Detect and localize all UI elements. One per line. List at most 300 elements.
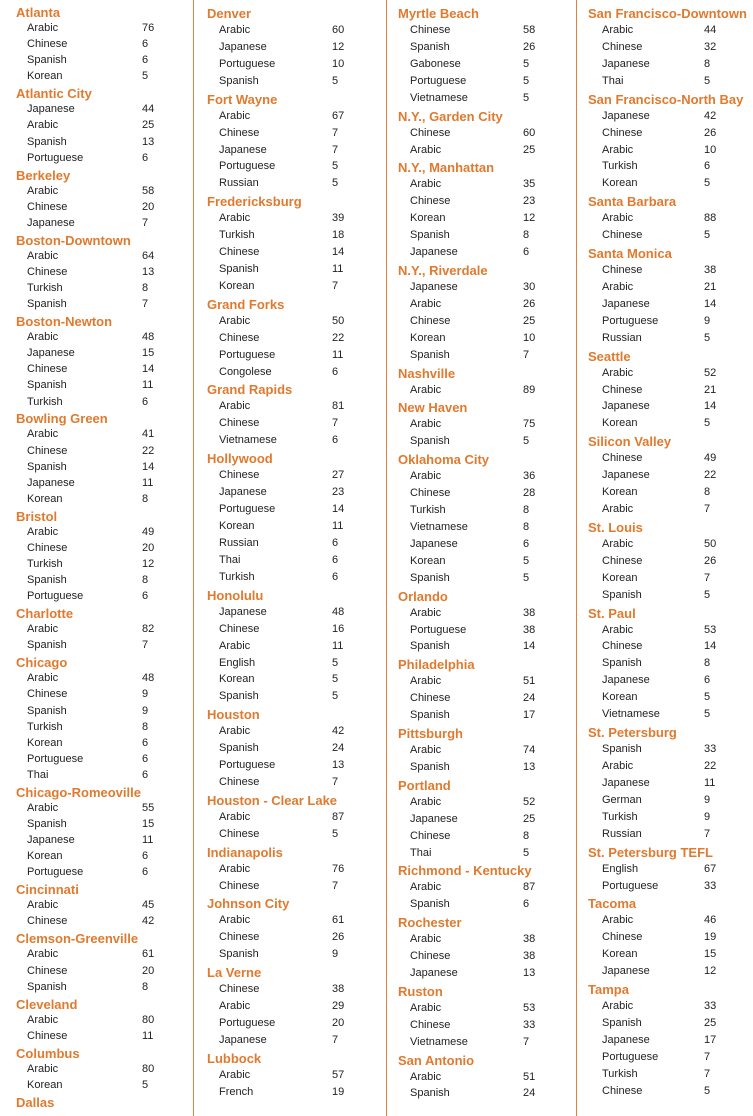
student-count: 45 <box>142 899 155 912</box>
language-row <box>398 39 576 55</box>
student-count: 14 <box>704 297 717 310</box>
language-name: Korean <box>27 850 63 863</box>
language-row <box>588 330 753 346</box>
language-row <box>207 227 386 243</box>
student-count: 7 <box>523 1035 530 1048</box>
city-heading: San Antonio <box>398 1052 475 1068</box>
student-count: 6 <box>523 537 530 550</box>
language-row <box>588 227 753 243</box>
language-row <box>398 690 576 706</box>
language-row <box>398 210 576 226</box>
language-name: Arabic <box>27 331 59 344</box>
language-name: Spanish <box>410 435 450 448</box>
language-name: Portuguese <box>602 879 659 892</box>
language-row <box>398 570 576 586</box>
language-name: Korean <box>27 70 63 83</box>
language-row <box>207 467 386 483</box>
language-name: Spanish <box>27 980 67 993</box>
language-name: Arabic <box>219 1000 251 1013</box>
language-name: Japanese <box>219 143 267 156</box>
language-row <box>207 432 386 448</box>
student-count: 25 <box>704 1016 717 1029</box>
language-name: Arabic <box>410 470 442 483</box>
student-count: 61 <box>142 948 155 961</box>
language-row <box>207 671 386 687</box>
student-count: 8 <box>523 503 530 516</box>
language-row <box>207 142 386 158</box>
language-name: Turkish <box>602 1067 638 1080</box>
language-row <box>207 501 386 517</box>
language-name: Chinese <box>602 40 643 53</box>
language-row <box>16 329 193 345</box>
student-count: 17 <box>704 1033 717 1046</box>
student-count: 80 <box>142 1013 155 1026</box>
student-count: 50 <box>704 537 717 550</box>
language-row <box>16 134 193 150</box>
language-row <box>16 588 193 604</box>
language-row <box>16 183 193 199</box>
language-row <box>398 382 576 398</box>
language-name: Portuguese <box>410 74 467 87</box>
language-row <box>207 1015 386 1031</box>
city-heading: St. Petersburg <box>588 725 677 741</box>
language-row <box>207 774 386 790</box>
language-name: Arabic <box>219 24 251 36</box>
student-count: 52 <box>523 795 536 808</box>
language-name: Arabic <box>602 760 634 773</box>
student-count: 10 <box>332 57 345 70</box>
language-row <box>588 39 753 55</box>
language-name: Japanese <box>219 486 267 499</box>
language-name: Japanese <box>602 469 650 482</box>
student-count: 6 <box>523 898 530 911</box>
student-count: 23 <box>332 486 345 499</box>
language-row <box>207 244 386 260</box>
student-count: 5 <box>523 91 530 104</box>
student-count: 55 <box>142 801 155 814</box>
language-row <box>588 758 753 774</box>
language-row <box>16 637 193 653</box>
language-name: Japanese <box>27 834 75 847</box>
language-row <box>16 751 193 767</box>
language-name: Chinese <box>219 469 260 482</box>
city-heading: Ruston <box>398 983 443 999</box>
student-count: 32 <box>704 40 717 53</box>
language-row <box>207 861 386 877</box>
language-name: Arabic <box>602 212 634 225</box>
student-count: 5 <box>704 588 711 601</box>
student-count: 8 <box>523 829 530 842</box>
city-heading: Portland <box>398 777 451 793</box>
student-count: 20 <box>142 964 155 977</box>
language-name: Arabic <box>410 881 442 894</box>
student-count: 51 <box>523 675 536 688</box>
language-row <box>588 158 753 174</box>
language-name: Spanish <box>27 54 67 67</box>
student-count: 14 <box>332 246 345 259</box>
language-row <box>207 946 386 962</box>
student-count: 6 <box>142 38 149 51</box>
student-count: 7 <box>704 503 711 516</box>
student-count: 13 <box>523 967 536 980</box>
language-name: Arabic <box>27 1062 59 1075</box>
language-row <box>207 981 386 997</box>
language-name: Korean <box>410 554 446 567</box>
student-count: 24 <box>523 1087 536 1100</box>
language-name: German <box>602 793 642 806</box>
language-row <box>588 501 753 517</box>
city-heading: Seattle <box>588 348 631 364</box>
language-name: Chinese <box>602 383 643 396</box>
student-count: 88 <box>704 212 717 225</box>
language-name: Turkish <box>602 160 638 173</box>
language-name: Chinese <box>602 554 643 567</box>
city-heading: Atlantic City <box>16 86 92 102</box>
language-row <box>588 929 753 945</box>
student-count: 20 <box>142 541 155 554</box>
language-row <box>16 946 193 962</box>
student-count: 6 <box>142 590 149 603</box>
language-name: Chinese <box>27 200 68 213</box>
student-count: 7 <box>332 1033 339 1046</box>
language-row <box>207 1032 386 1048</box>
student-count: 8 <box>142 492 149 505</box>
language-name: Portuguese <box>27 866 84 879</box>
city-heading: Grand Forks <box>207 296 285 312</box>
language-row <box>16 101 193 117</box>
language-name: Chinese <box>410 1018 451 1031</box>
student-count: 11 <box>142 834 154 847</box>
language-row <box>398 896 576 912</box>
language-row <box>16 491 193 507</box>
student-count: 5 <box>142 1078 149 1091</box>
city-heading: Bristol <box>16 508 58 524</box>
student-count: 9 <box>332 948 339 961</box>
language-name: Japanese <box>602 776 650 789</box>
language-row <box>588 365 753 381</box>
student-count: 38 <box>523 933 536 946</box>
student-count: 39 <box>332 212 345 225</box>
language-name: Korean <box>219 520 255 533</box>
student-count: 6 <box>332 365 339 378</box>
language-row <box>588 878 753 894</box>
language-name: Korean <box>410 212 446 225</box>
language-row <box>207 347 386 363</box>
language-name: Chinese <box>27 265 68 278</box>
student-count: 7 <box>704 571 711 584</box>
language-row <box>588 861 753 877</box>
student-count: 24 <box>523 692 536 705</box>
student-count: 46 <box>704 914 717 927</box>
student-count: 52 <box>704 366 717 379</box>
language-name: Chinese <box>219 246 260 259</box>
city-heading: Cincinnati <box>16 882 79 898</box>
student-count: 58 <box>142 184 155 197</box>
city-heading: Atlanta <box>16 5 61 20</box>
language-row <box>398 931 576 947</box>
language-row <box>16 703 193 719</box>
city-heading: N.Y., Manhattan <box>398 160 495 176</box>
language-row <box>16 296 193 312</box>
student-count: 6 <box>142 736 149 749</box>
student-count: 5 <box>142 70 149 83</box>
student-count: 15 <box>142 347 155 360</box>
language-name: Chinese <box>602 1084 643 1097</box>
city-heading: Rochester <box>398 915 462 931</box>
language-name: Chinese <box>410 195 451 208</box>
student-count: 9 <box>704 314 711 327</box>
student-count: 23 <box>523 195 536 208</box>
language-row <box>588 672 753 688</box>
language-name: Chinese <box>410 24 451 36</box>
language-row <box>16 345 193 361</box>
student-count: 25 <box>523 812 536 825</box>
student-count: 81 <box>332 400 345 413</box>
language-row <box>16 816 193 832</box>
student-count: 9 <box>704 793 711 806</box>
language-row <box>16 1061 193 1077</box>
language-name: Vietnamese <box>410 91 468 104</box>
language-name: Japanese <box>27 476 75 489</box>
language-name: Spanish <box>602 657 642 670</box>
student-count: 14 <box>332 503 345 516</box>
student-count: 24 <box>332 742 345 755</box>
student-count: 10 <box>523 331 536 344</box>
student-count: 48 <box>142 331 155 344</box>
language-row <box>207 158 386 174</box>
language-name: Japanese <box>219 40 267 53</box>
student-count: 14 <box>704 400 717 413</box>
student-count: 5 <box>523 846 530 859</box>
language-name: Korean <box>602 571 638 584</box>
student-count: 8 <box>142 980 149 993</box>
student-count: 5 <box>332 177 339 190</box>
language-name: Korean <box>602 417 638 430</box>
language-row <box>16 572 193 588</box>
city-heading: Santa Barbara <box>588 194 677 210</box>
language-row <box>398 73 576 89</box>
column-3 <box>398 0 577 1116</box>
language-name: Spanish <box>410 1087 450 1100</box>
student-count: 5 <box>704 74 711 87</box>
language-row <box>398 1034 576 1050</box>
language-name: Chinese <box>410 950 451 963</box>
student-count: 11 <box>332 520 344 533</box>
city-heading: St. Paul <box>588 605 636 621</box>
language-name: Spanish <box>410 40 450 53</box>
student-count: 49 <box>704 452 717 465</box>
city-heading: Bowling Green <box>16 411 108 427</box>
city-heading: Chicago-Romeoville <box>16 784 141 800</box>
language-row <box>16 540 193 556</box>
language-row <box>207 998 386 1014</box>
student-count: 64 <box>142 249 155 262</box>
city-heading: Berkeley <box>16 167 71 183</box>
city-heading: Myrtle Beach <box>398 6 479 21</box>
language-row <box>398 759 576 775</box>
student-count: 44 <box>704 24 717 36</box>
student-count: 26 <box>704 554 717 567</box>
student-count: 20 <box>142 200 155 213</box>
language-row <box>588 313 753 329</box>
language-name: Arabic <box>219 109 251 122</box>
language-name: Portuguese <box>219 503 276 516</box>
language-row <box>588 638 753 654</box>
student-count: 51 <box>523 1070 536 1083</box>
language-name: Spanish <box>219 263 259 276</box>
language-row <box>398 811 576 827</box>
language-row <box>398 794 576 810</box>
language-name: Chinese <box>27 363 68 376</box>
language-name: Thai <box>219 553 241 566</box>
language-row <box>398 193 576 209</box>
language-row <box>207 398 386 414</box>
student-count: 29 <box>332 1000 345 1013</box>
language-name: Japanese <box>602 109 650 122</box>
language-name: Arabic <box>27 22 59 34</box>
language-row <box>16 735 193 751</box>
language-name: Portuguese <box>219 348 276 361</box>
language-name: Korean <box>219 673 255 686</box>
student-count: 5 <box>704 708 711 721</box>
language-row <box>398 90 576 106</box>
language-row <box>207 757 386 773</box>
language-row <box>398 485 576 501</box>
language-name: Spanish <box>602 1016 642 1029</box>
language-name: Japanese <box>602 1033 650 1046</box>
language-row <box>16 20 193 36</box>
language-row <box>16 248 193 264</box>
student-count: 53 <box>704 623 717 636</box>
language-row <box>16 670 193 686</box>
student-count: 6 <box>142 54 149 67</box>
language-row <box>207 39 386 55</box>
student-count: 28 <box>523 487 536 500</box>
language-name: Arabic <box>27 184 59 197</box>
language-name: Spanish <box>219 948 259 961</box>
language-name: Arabic <box>410 143 442 156</box>
language-name: Arabic <box>602 914 634 927</box>
language-row <box>207 552 386 568</box>
student-count: 5 <box>704 691 711 704</box>
student-count: 25 <box>523 314 536 327</box>
city-heading: Silicon Valley <box>588 434 672 450</box>
language-name: Arabic <box>219 1068 251 1081</box>
language-name: Arabic <box>410 795 442 808</box>
student-count: 8 <box>142 281 149 294</box>
city-heading: Honolulu <box>207 587 264 603</box>
language-row <box>207 278 386 294</box>
language-row <box>16 215 193 231</box>
language-row <box>398 468 576 484</box>
student-count: 13 <box>332 759 345 772</box>
student-count: 6 <box>332 536 339 549</box>
language-row <box>207 878 386 894</box>
student-count: 8 <box>704 657 711 670</box>
student-count: 18 <box>332 229 345 242</box>
language-name: Russian <box>219 536 259 549</box>
language-row <box>207 518 386 534</box>
language-name: Spanish <box>27 639 67 652</box>
language-row <box>588 467 753 483</box>
language-row <box>16 1012 193 1028</box>
language-row <box>588 809 753 825</box>
student-count: 12 <box>142 558 155 571</box>
language-row <box>207 484 386 500</box>
language-name: Chinese <box>410 692 451 705</box>
student-count: 26 <box>523 40 536 53</box>
student-count: 38 <box>704 263 717 276</box>
language-name: Japanese <box>602 674 650 687</box>
language-row <box>16 897 193 913</box>
language-row <box>588 655 753 671</box>
student-count: 25 <box>523 143 536 156</box>
language-row <box>398 948 576 964</box>
student-count: 7 <box>704 827 711 840</box>
language-name: Arabic <box>27 428 59 441</box>
city-heading: Charlotte <box>16 606 74 622</box>
language-name: Chinese <box>27 444 68 457</box>
language-row <box>207 826 386 842</box>
student-count: 19 <box>332 1085 345 1098</box>
city-heading: Fort Wayne <box>207 91 278 107</box>
language-name: Chinese <box>219 776 260 789</box>
language-name: French <box>219 1085 254 1098</box>
language-name: Spanish <box>219 690 259 703</box>
language-row <box>398 56 576 72</box>
language-row <box>588 998 753 1014</box>
student-count: 10 <box>704 143 717 156</box>
student-count: 5 <box>523 435 530 448</box>
student-count: 87 <box>523 881 536 894</box>
language-name: Arabic <box>219 914 251 927</box>
student-count: 58 <box>523 24 536 36</box>
student-count: 20 <box>332 1016 345 1029</box>
language-row <box>588 398 753 414</box>
student-count: 33 <box>704 1000 717 1013</box>
language-name: Spanish <box>410 348 450 361</box>
language-name: Turkish <box>27 281 63 294</box>
language-row <box>16 1028 193 1044</box>
student-count: 21 <box>704 280 717 293</box>
language-name: Japanese <box>219 1033 267 1046</box>
student-count: 26 <box>704 126 717 139</box>
column-1 <box>16 0 194 1116</box>
student-count: 6 <box>704 674 711 687</box>
language-row <box>398 279 576 295</box>
language-row <box>207 175 386 191</box>
student-count: 8 <box>523 520 530 533</box>
language-name: Arabic <box>27 525 59 538</box>
student-count: 6 <box>142 151 149 164</box>
student-count: 22 <box>704 469 717 482</box>
student-count: 8 <box>704 57 711 70</box>
city-heading: Tampa <box>588 982 629 998</box>
city-heading: Hollywood <box>207 451 273 467</box>
language-row <box>588 415 753 431</box>
student-count: 13 <box>142 265 155 278</box>
language-row <box>16 848 193 864</box>
language-row <box>16 52 193 68</box>
language-row <box>398 879 576 895</box>
student-count: 15 <box>704 948 717 961</box>
student-count: 8 <box>142 720 149 733</box>
student-count: 5 <box>523 571 530 584</box>
language-name: Japanese <box>410 967 458 980</box>
language-row <box>207 604 386 620</box>
language-name: Spanish <box>602 743 642 756</box>
student-count: 7 <box>704 1050 711 1063</box>
